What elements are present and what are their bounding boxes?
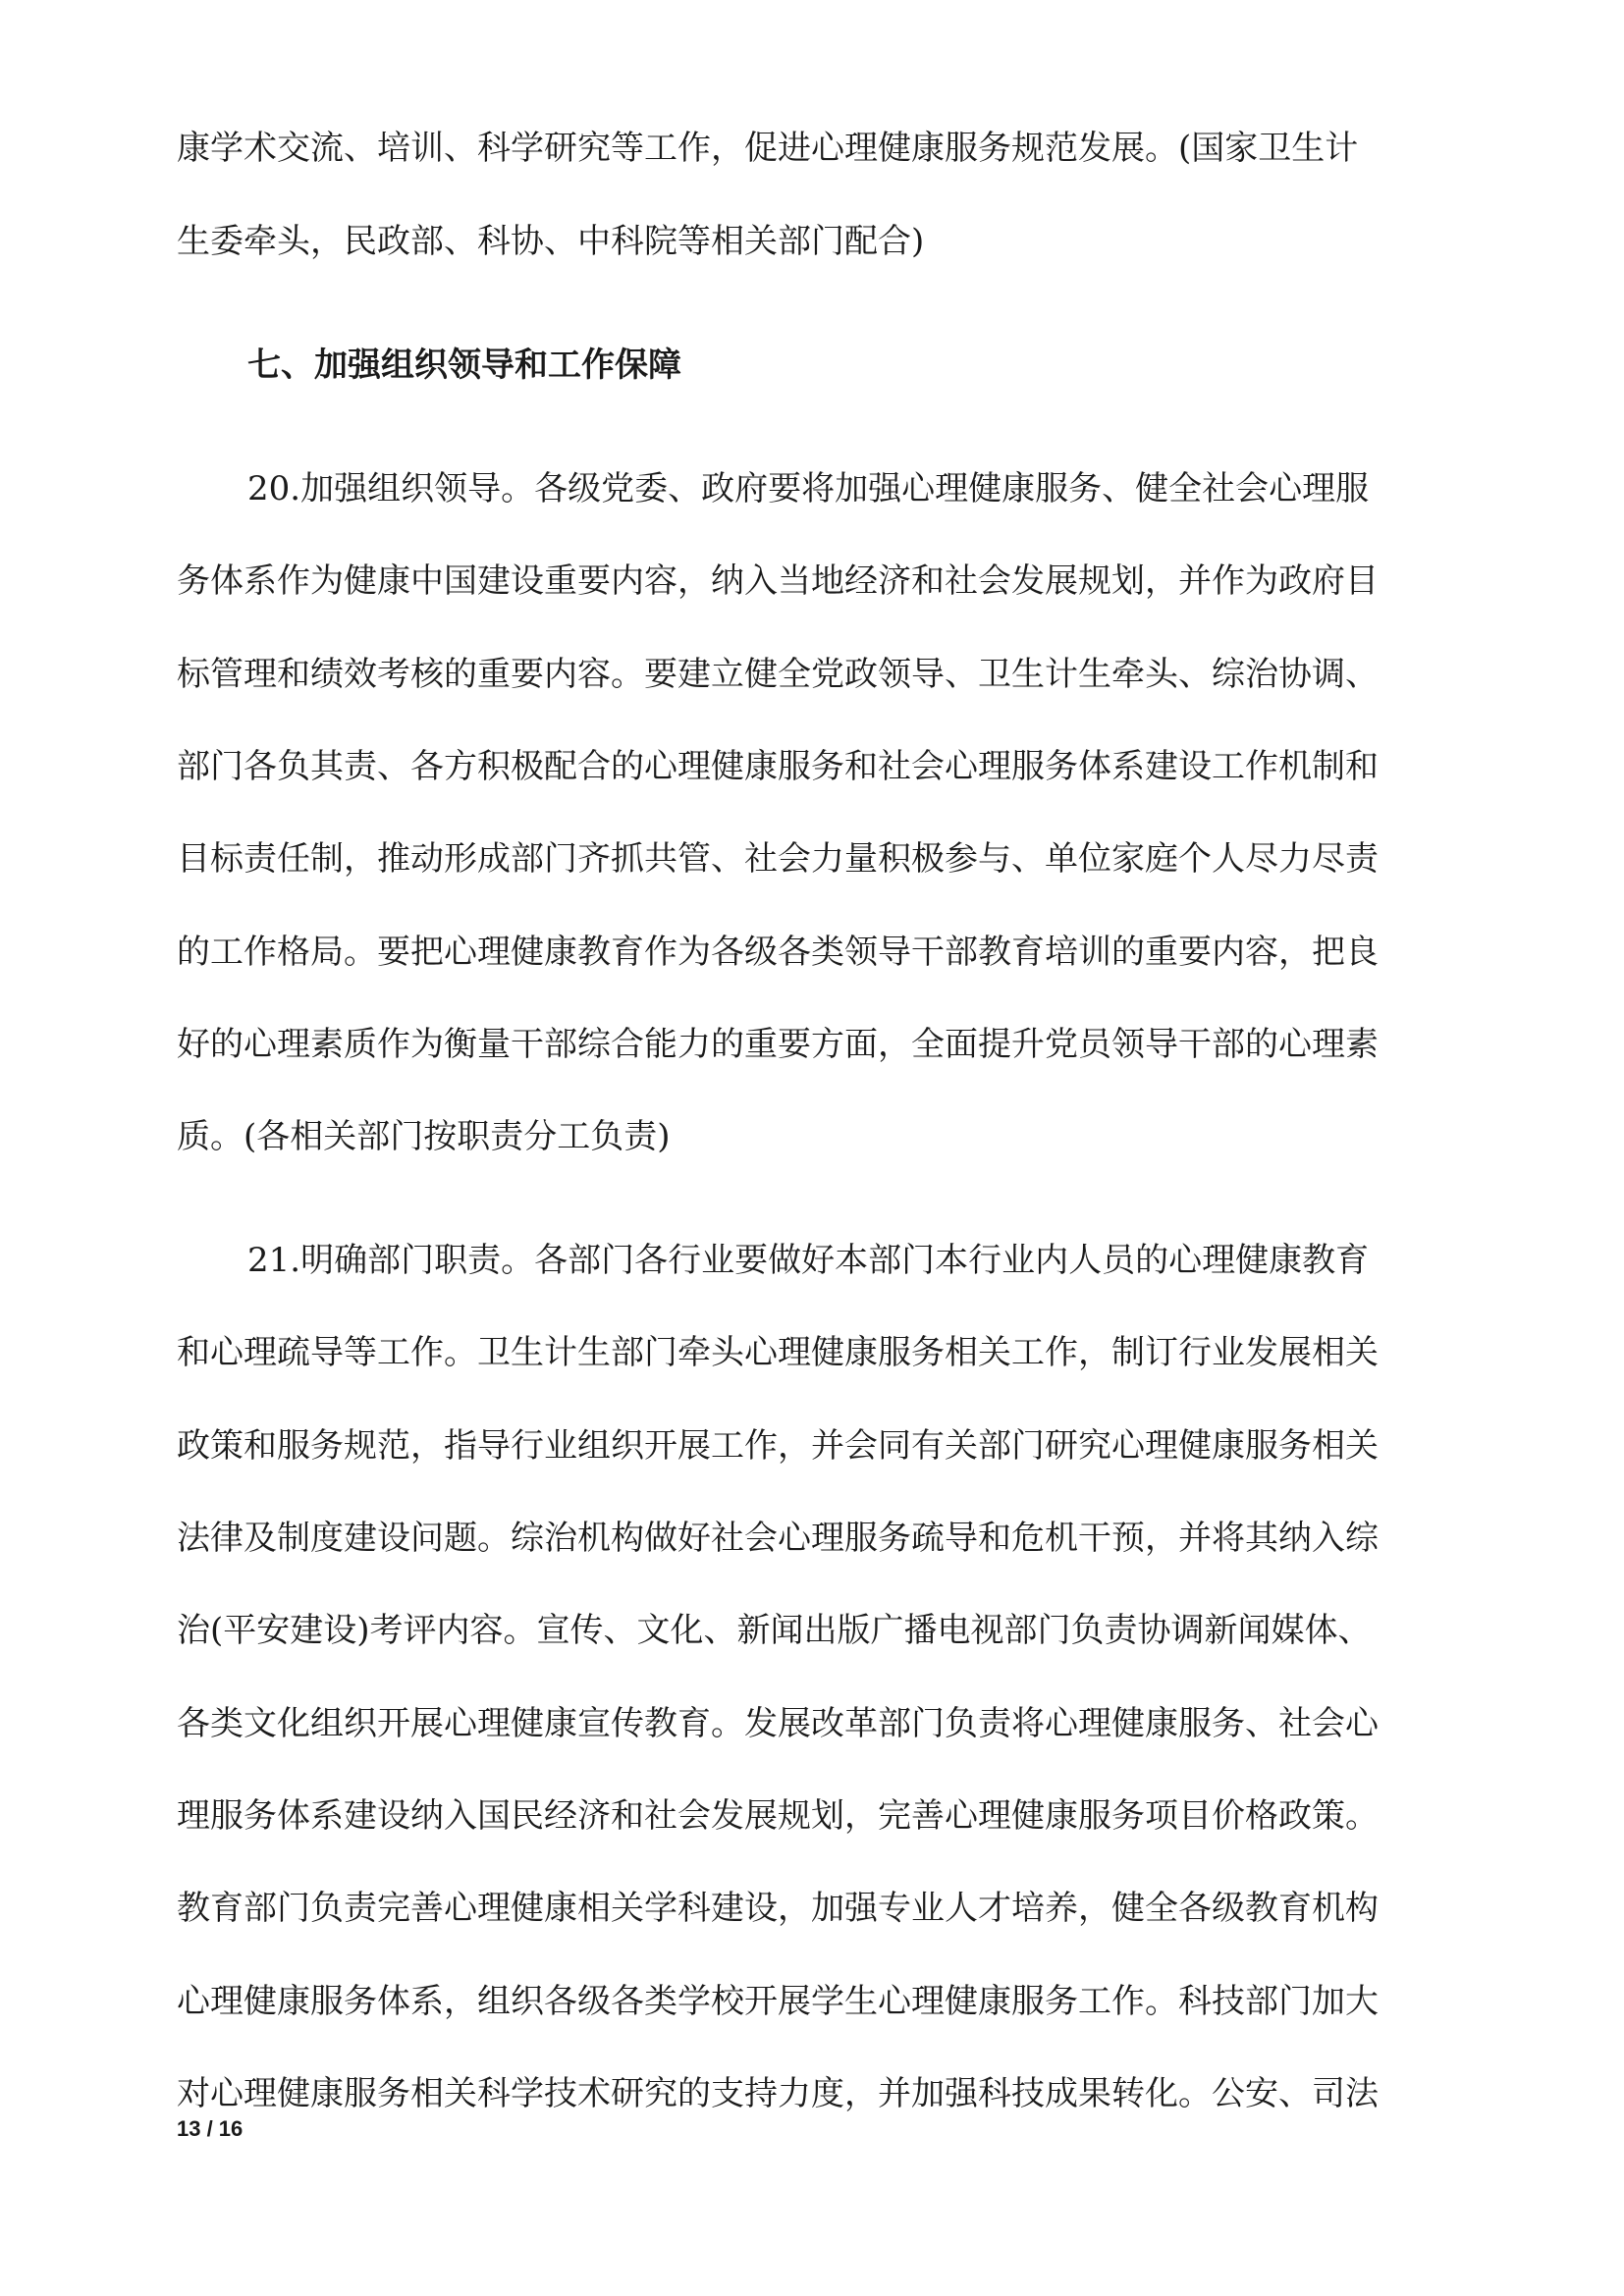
text-line: 务体系作为健康中国建设重要内容，纳入当地经济和社会发展规划，并作为政府目 bbox=[177, 561, 1379, 601]
text-line: 治(平安建设)考评内容。宣传、文化、新闻出版广播电视部门负责协调新闻媒体、 bbox=[177, 1611, 1372, 1650]
text-line: 各类文化组织开展心理健康宣传教育。发展改革部门负责将心理健康服务、社会心 bbox=[177, 1704, 1379, 1743]
text-line: 的工作格局。要把心理健康教育作为各级各类领导干部教育培训的重要内容，把良 bbox=[177, 933, 1379, 972]
text-line: 法律及制度建设问题。综治机构做好社会心理服务疏导和危机干预，并将其纳入综 bbox=[177, 1519, 1379, 1558]
text-line: 21.明确部门职责。各部门各行业要做好本部门本行业内人员的心理健康教育 bbox=[247, 1241, 1370, 1280]
section-heading: 七、加强组织领导和工作保障 bbox=[247, 346, 681, 385]
text-line: 理服务体系建设纳入国民经济和社会发展规划，完善心理健康服务项目价格政策。 bbox=[177, 1796, 1379, 1836]
text-line: 目标责任制，推动形成部门齐抓共管、社会力量积极参与、单位家庭个人尽力尽责 bbox=[177, 839, 1379, 879]
text-line: 部门各负其责、各方积极配合的心理健康服务和社会心理服务体系建设工作机制和 bbox=[177, 747, 1379, 786]
text-line: 政策和服务规范，指导行业组织开展工作，并会同有关部门研究心理健康服务相关 bbox=[177, 1426, 1379, 1466]
text-line: 好的心理素质作为衡量干部综合能力的重要方面，全面提升党员领导干部的心理素 bbox=[177, 1025, 1379, 1064]
text-line: 标管理和绩效考核的重要内容。要建立健全党政领导、卫生计生牵头、综治协调、 bbox=[177, 655, 1379, 694]
text-line: 教育部门负责完善心理健康相关学科建设，加强专业人才培养，健全各级教育机构 bbox=[177, 1889, 1379, 1928]
text-line: 生委牵头，民政部、科协、中科院等相关部门配合) bbox=[177, 222, 925, 261]
text-line: 质。(各相关部门按职责分工负责) bbox=[177, 1117, 671, 1156]
text-line: 和心理疏导等工作。卫生计生部门牵头心理健康服务相关工作，制订行业发展相关 bbox=[177, 1333, 1379, 1372]
text-line: 对心理健康服务相关科学技术研究的支持力度，并加强科技成果转化。公安、司法 bbox=[177, 2074, 1379, 2113]
text-line: 心理健康服务体系，组织各级各类学校开展学生心理健康服务工作。科技部门加大 bbox=[177, 1982, 1379, 2021]
page-number: 13 / 16 bbox=[177, 2116, 244, 2141]
text-line: 康学术交流、培训、科学研究等工作，促进心理健康服务规范发展。(国家卫生计 bbox=[177, 129, 1359, 168]
text-line: 20.加强组织领导。各级党委、政府要将加强心理健康服务、健全社会心理服 bbox=[247, 469, 1370, 508]
